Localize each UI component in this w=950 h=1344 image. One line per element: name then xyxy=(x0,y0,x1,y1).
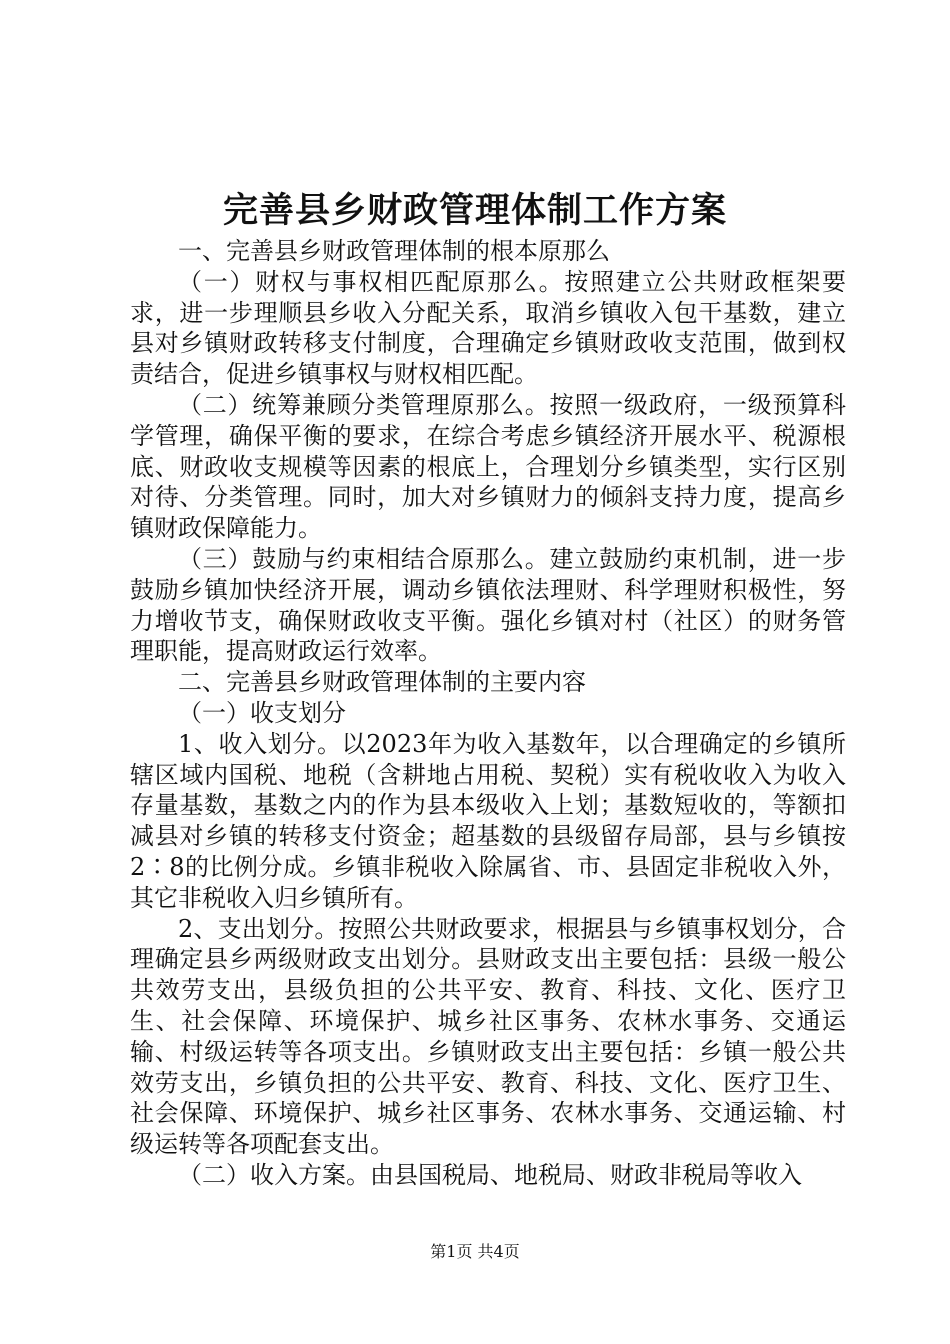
paragraph: （一）财权与事权相匹配原那么。按照建立公共财政框架要求，进一步理顺县乡收入分配关系，取消乡镇收入包干基数，建立县对乡镇财政转移支付制度，合理确定乡镇财政收支范围，做到权责结合，促进乡镇事权与财权相匹配。 xyxy=(130,267,846,389)
section-heading: 一、完善县乡财政管理体制的根本原那么 xyxy=(178,237,610,265)
paragraph: （二）收入方案。由县国税局、地税局、财政非税局等收入 xyxy=(178,1160,802,1189)
paragraph: （二）统筹兼顾分类管理原那么。按照一级政府，一级预算科学管理，确保平衡的要求，在综合考虑乡镇经济开展水平、税源根底、财政收支规模等因素的根底上，合理划分乡镇类型，实行区别对待、分类管理。同时，加大对乡镇财力的倾斜支持力度，提高乡镇财政保障能力。 xyxy=(130,390,846,543)
section-heading: 二、完善县乡财政管理体制的主要内容 xyxy=(178,668,586,697)
page-number-footer: 第1页 共4页 xyxy=(430,1242,520,1261)
paragraph: 1、收入划分。以2023年为收入基数年，以合理确定的乡镇所辖区域内国税、地税（含耕地占用税、契税）实有税收收入为收入存量基数，基数之内的作为县本级收入上划；基数短收的，等额扣减县对乡镇的转移支付资金；超基数的县级留存局部，县与乡镇按2∶8的比例分成。乡镇非税收入除属省、市、县固定非税收入外，其它非税收入归乡镇所有。 xyxy=(130,729,846,912)
document-title: 完善县乡财政管理体制工作方案 xyxy=(222,190,727,231)
paragraph: （三）鼓励与约束相结合原那么。建立鼓励约束机制，进一步鼓励乡镇加快经济开展，调动乡镇依法理财、科学理财积极性，努力增收节支，确保财政收支平衡。强化乡镇对村（社区）的财务管理职能，提高财政运行效率。 xyxy=(130,544,846,666)
document-body xyxy=(130,236,846,1191)
subsection-heading: （一）收支划分 xyxy=(178,698,346,727)
paragraph: 2、支出划分。按照公共财政要求，根据县与乡镇事权划分，合理确定县乡两级财政支出划分。县财政支出主要包括：县级一般公共效劳支出，县级负担的公共平安、教育、科技、文化、医疗卫生、社会保障、环境保护、城乡社区事务、农林水事务、交通运输、村级运转等各项支出。乡镇财政支出主要包括：乡镇一般公共效劳支出，乡镇负担的公共平安、教育、科技、文化、医疗卫生、社会保障、环境保护、城乡社区事务、农林水事务、交通运输、村级运转等各项配套支出。 xyxy=(130,914,846,1159)
